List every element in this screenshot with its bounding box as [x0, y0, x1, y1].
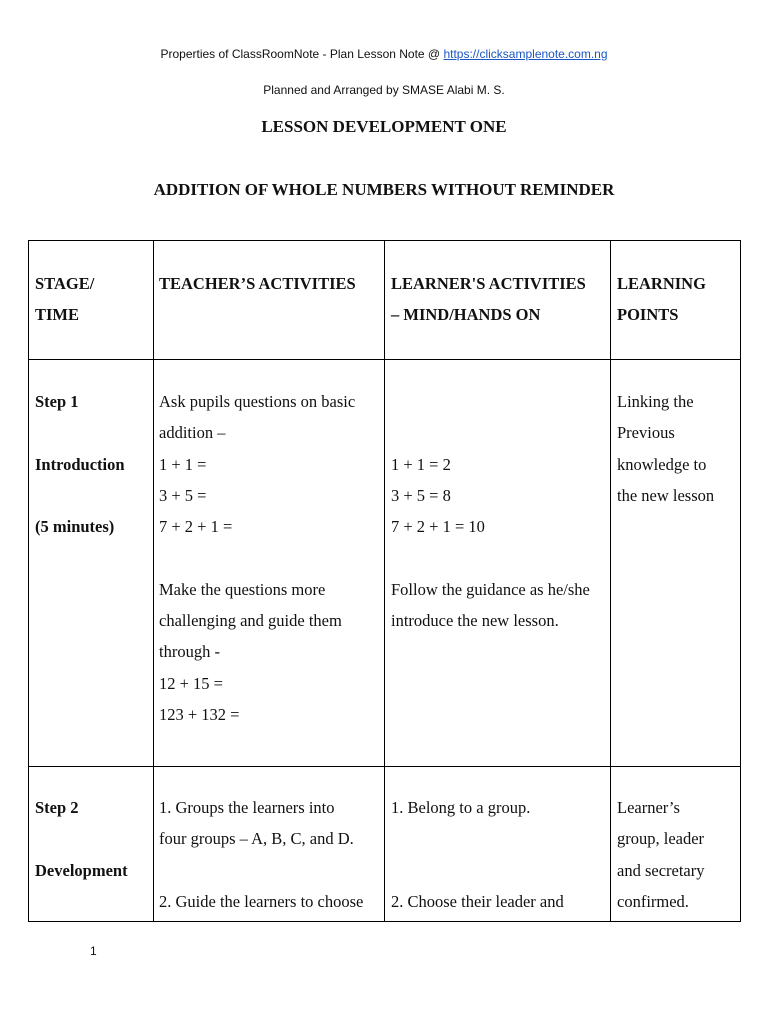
header-teacher-cell: TEACHER’S ACTIVITIES	[159, 274, 356, 293]
step1-points-cell: Linking the Previous knowledge to the new lesson	[617, 392, 715, 505]
row-divider	[29, 766, 740, 767]
header-properties-text: Properties of ClassRoomNote - Plan Lesson Note @	[160, 47, 444, 61]
header-author-line: Planned and Arranged by SMASE Alabi M. S.	[263, 83, 505, 97]
step2-learner-cell: 1. Belong to a group. 2. Choose their leader and	[391, 798, 564, 911]
header-points-cell: LEARNING POINTS	[617, 274, 706, 325]
column-divider	[384, 241, 385, 921]
step1-learner-cell: 1 + 1 = 2 3 + 5 = 8 7 + 2 + 1 = 10 Follow the guidance as he/she introduce the new lesson.	[391, 454, 590, 631]
lesson-table	[28, 240, 741, 922]
step1-stage-cell: Step 1 Introduction (5 minutes)	[35, 392, 125, 537]
header-stage-cell: STAGE/ TIME	[35, 274, 95, 325]
header-learner-cell: LEARNER'S ACTIVITIES – MIND/HANDS ON	[391, 274, 586, 325]
lesson-subtitle: ADDITION OF WHOLE NUMBERS WITHOUT REMINDER	[153, 180, 615, 199]
column-divider	[610, 241, 611, 921]
column-divider	[153, 241, 154, 921]
header-properties-line	[0, 47, 768, 61]
page-number: 1	[90, 944, 97, 958]
step2-points-cell: Learner’s group, leader and secretary confirmed.	[617, 798, 705, 911]
website-link[interactable]: https://clicksamplenote.com.ng	[443, 47, 608, 61]
step1-teacher-cell: Ask pupils questions on basic addition – 1 + 1 = 3 + 5 = 7 + 2 + 1 = Make the questions more challenging and guide them through - 12 + 15 = 123 + 132 =	[159, 392, 356, 724]
step2-teacher-cell: 1. Groups the learners into four groups – A, B, C, and D. 2. Guide the learners to choose	[159, 798, 364, 911]
lesson-title: LESSON DEVELOPMENT ONE	[261, 117, 507, 136]
row-divider	[29, 359, 740, 360]
step2-stage-cell: Step 2 Development	[35, 798, 128, 880]
